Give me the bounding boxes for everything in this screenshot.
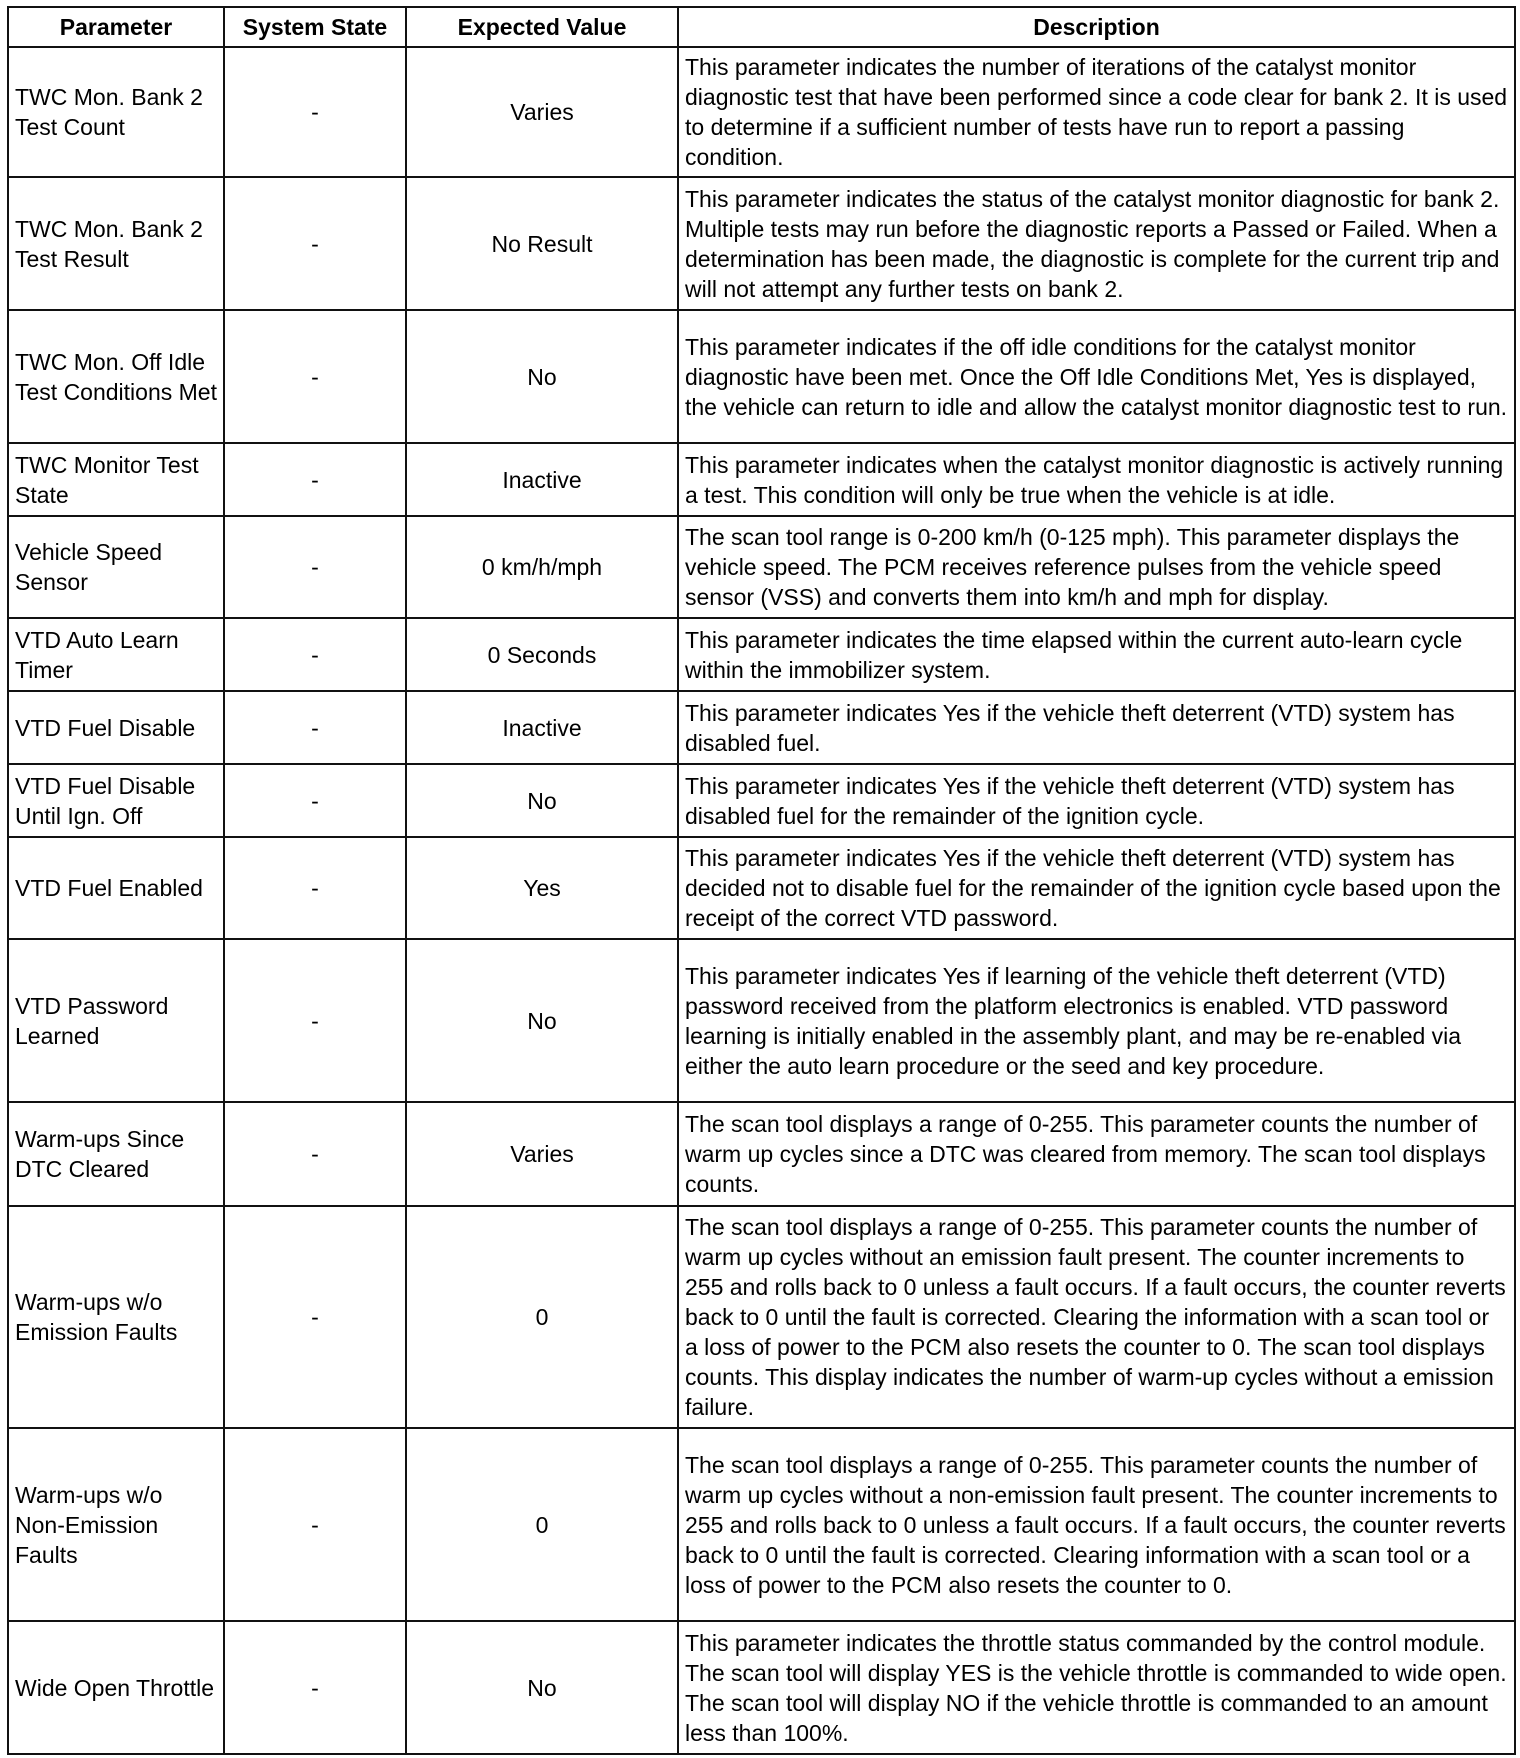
table-header — [8, 7, 1515, 47]
table-row — [8, 1621, 1515, 1754]
system-state-cell: - — [224, 939, 406, 1102]
header-parameter: Parameter — [8, 7, 224, 47]
scan-tool-parameter-table — [7, 6, 1516, 1755]
parameter-cell: TWC Mon. Bank 2 Test Count — [8, 47, 224, 177]
parameter-cell: TWC Mon. Bank 2 Test Result — [8, 177, 224, 310]
system-state-cell: - — [224, 177, 406, 310]
table-row — [8, 47, 1515, 177]
table-row — [8, 691, 1515, 764]
system-state-cell: - — [224, 1206, 406, 1428]
table-row — [8, 443, 1515, 516]
system-state-cell: - — [224, 516, 406, 618]
description-cell: This parameter indicates Yes if the vehicle theft deterrent (VTD) system has disabled fuel for the remainder of the ignition cycle. — [678, 764, 1515, 837]
parameter-cell: Wide Open Throttle — [8, 1621, 224, 1754]
table-row — [8, 1206, 1515, 1428]
expected-value-cell: No — [406, 310, 678, 443]
system-state-cell: - — [224, 310, 406, 443]
header-description: Description — [678, 7, 1515, 47]
expected-value-cell: Inactive — [406, 691, 678, 764]
parameter-cell: Vehicle Speed Sensor — [8, 516, 224, 618]
system-state-cell: - — [224, 764, 406, 837]
expected-value-cell: Varies — [406, 47, 678, 177]
table-row — [8, 1428, 1515, 1621]
parameter-cell: Warm-ups Since DTC Cleared — [8, 1102, 224, 1206]
system-state-cell: - — [224, 691, 406, 764]
header-system-state: System State — [224, 7, 406, 47]
system-state-cell: - — [224, 618, 406, 691]
parameter-table-container — [7, 6, 1514, 1755]
description-cell: The scan tool displays a range of 0-255. This parameter counts the number of warm up cycles without a non-emission fault present. The counter increments to 255 and rolls back to 0 unless a fault occurs. If a fault occurs, the counter reverts back to 0 until the fault is corrected. Clearing information with a scan tool or a loss of power to the PCM also resets the counter to 0. — [678, 1428, 1515, 1621]
system-state-cell: - — [224, 47, 406, 177]
table-row — [8, 177, 1515, 310]
expected-value-cell: Inactive — [406, 443, 678, 516]
expected-value-cell: Varies — [406, 1102, 678, 1206]
description-cell: The scan tool displays a range of 0-255. This parameter counts the number of warm up cycles without an emission fault present. The counter increments to 255 and rolls back to 0 unless a fault occurs. If a fault occurs, the counter reverts back to 0 until the fault is corrected. Clearing the information with a scan tool or a loss of power to the PCM also resets the counter to 0. The scan tool displays counts. This display indicates the number of warm-up cycles without a emission failure. — [678, 1206, 1515, 1428]
parameter-cell: TWC Mon. Off Idle Test Conditions Met — [8, 310, 224, 443]
table-row — [8, 764, 1515, 837]
parameter-cell: VTD Auto Learn Timer — [8, 618, 224, 691]
expected-value-cell: No Result — [406, 177, 678, 310]
description-cell: This parameter indicates when the catalyst monitor diagnostic is actively running a test. This condition will only be true when the vehicle is at idle. — [678, 443, 1515, 516]
table-row — [8, 837, 1515, 939]
parameter-cell: VTD Fuel Enabled — [8, 837, 224, 939]
expected-value-cell: 0 Seconds — [406, 618, 678, 691]
header-expected-value: Expected Value — [406, 7, 678, 47]
expected-value-cell: 0 km/h/mph — [406, 516, 678, 618]
description-cell: This parameter indicates the number of iterations of the catalyst monitor diagnostic test that have been performed since a code clear for bank 2. It is used to determine if a sufficient number of tests have run to report a passing condition. — [678, 47, 1515, 177]
system-state-cell: - — [224, 443, 406, 516]
parameter-cell: Warm-ups w/o Non-Emission Faults — [8, 1428, 224, 1621]
description-cell: This parameter indicates the throttle status commanded by the control module. The scan tool will display YES is the vehicle throttle is commanded to wide open. The scan tool will display NO if the vehicle throttle is commanded to an amount less than 100%. — [678, 1621, 1515, 1754]
description-cell: This parameter indicates Yes if the vehicle theft deterrent (VTD) system has decided not to disable fuel for the remainder of the ignition cycle based upon the receipt of the correct VTD password. — [678, 837, 1515, 939]
expected-value-cell: No — [406, 764, 678, 837]
table-row — [8, 1102, 1515, 1206]
parameter-cell: VTD Fuel Disable — [8, 691, 224, 764]
parameter-cell: Warm-ups w/o Emission Faults — [8, 1206, 224, 1428]
description-cell: The scan tool displays a range of 0-255. This parameter counts the number of warm up cycles since a DTC was cleared from memory. The scan tool displays counts. — [678, 1102, 1515, 1206]
description-cell: This parameter indicates Yes if the vehicle theft deterrent (VTD) system has disabled fuel. — [678, 691, 1515, 764]
expected-value-cell: 0 — [406, 1428, 678, 1621]
expected-value-cell: 0 — [406, 1206, 678, 1428]
table-row — [8, 516, 1515, 618]
table-row — [8, 310, 1515, 443]
expected-value-cell: Yes — [406, 837, 678, 939]
description-cell: The scan tool range is 0-200 km/h (0-125 mph). This parameter displays the vehicle speed. The PCM receives reference pulses from the vehicle speed sensor (VSS) and converts them into km/h and mph for display. — [678, 516, 1515, 618]
parameter-cell: TWC Monitor Test State — [8, 443, 224, 516]
system-state-cell: - — [224, 1621, 406, 1754]
system-state-cell: - — [224, 837, 406, 939]
table-row — [8, 618, 1515, 691]
table-body — [8, 47, 1515, 1754]
table-row — [8, 939, 1515, 1102]
description-cell: This parameter indicates the status of the catalyst monitor diagnostic for bank 2. Multiple tests may run before the diagnostic reports a Passed or Failed. When a determination has been made, the diagnostic is complete for the current trip and will not attempt any further tests on bank 2. — [678, 177, 1515, 310]
expected-value-cell: No — [406, 1621, 678, 1754]
expected-value-cell: No — [406, 939, 678, 1102]
parameter-cell: VTD Fuel Disable Until Ign. Off — [8, 764, 224, 837]
description-cell: This parameter indicates the time elapsed within the current auto-learn cycle within the immobilizer system. — [678, 618, 1515, 691]
description-cell: This parameter indicates Yes if learning of the vehicle theft deterrent (VTD) password received from the platform electronics is enabled. VTD password learning is initially enabled in the assembly plant, and may be re-enabled via either the auto learn procedure or the seed and key procedure. — [678, 939, 1515, 1102]
system-state-cell: - — [224, 1428, 406, 1621]
header-row — [8, 7, 1515, 47]
parameter-cell: VTD Password Learned — [8, 939, 224, 1102]
system-state-cell: - — [224, 1102, 406, 1206]
description-cell: This parameter indicates if the off idle conditions for the catalyst monitor diagnostic have been met. Once the Off Idle Conditions Met, Yes is displayed, the vehicle can return to idle and allow the catalyst monitor diagnostic test to run. — [678, 310, 1515, 443]
